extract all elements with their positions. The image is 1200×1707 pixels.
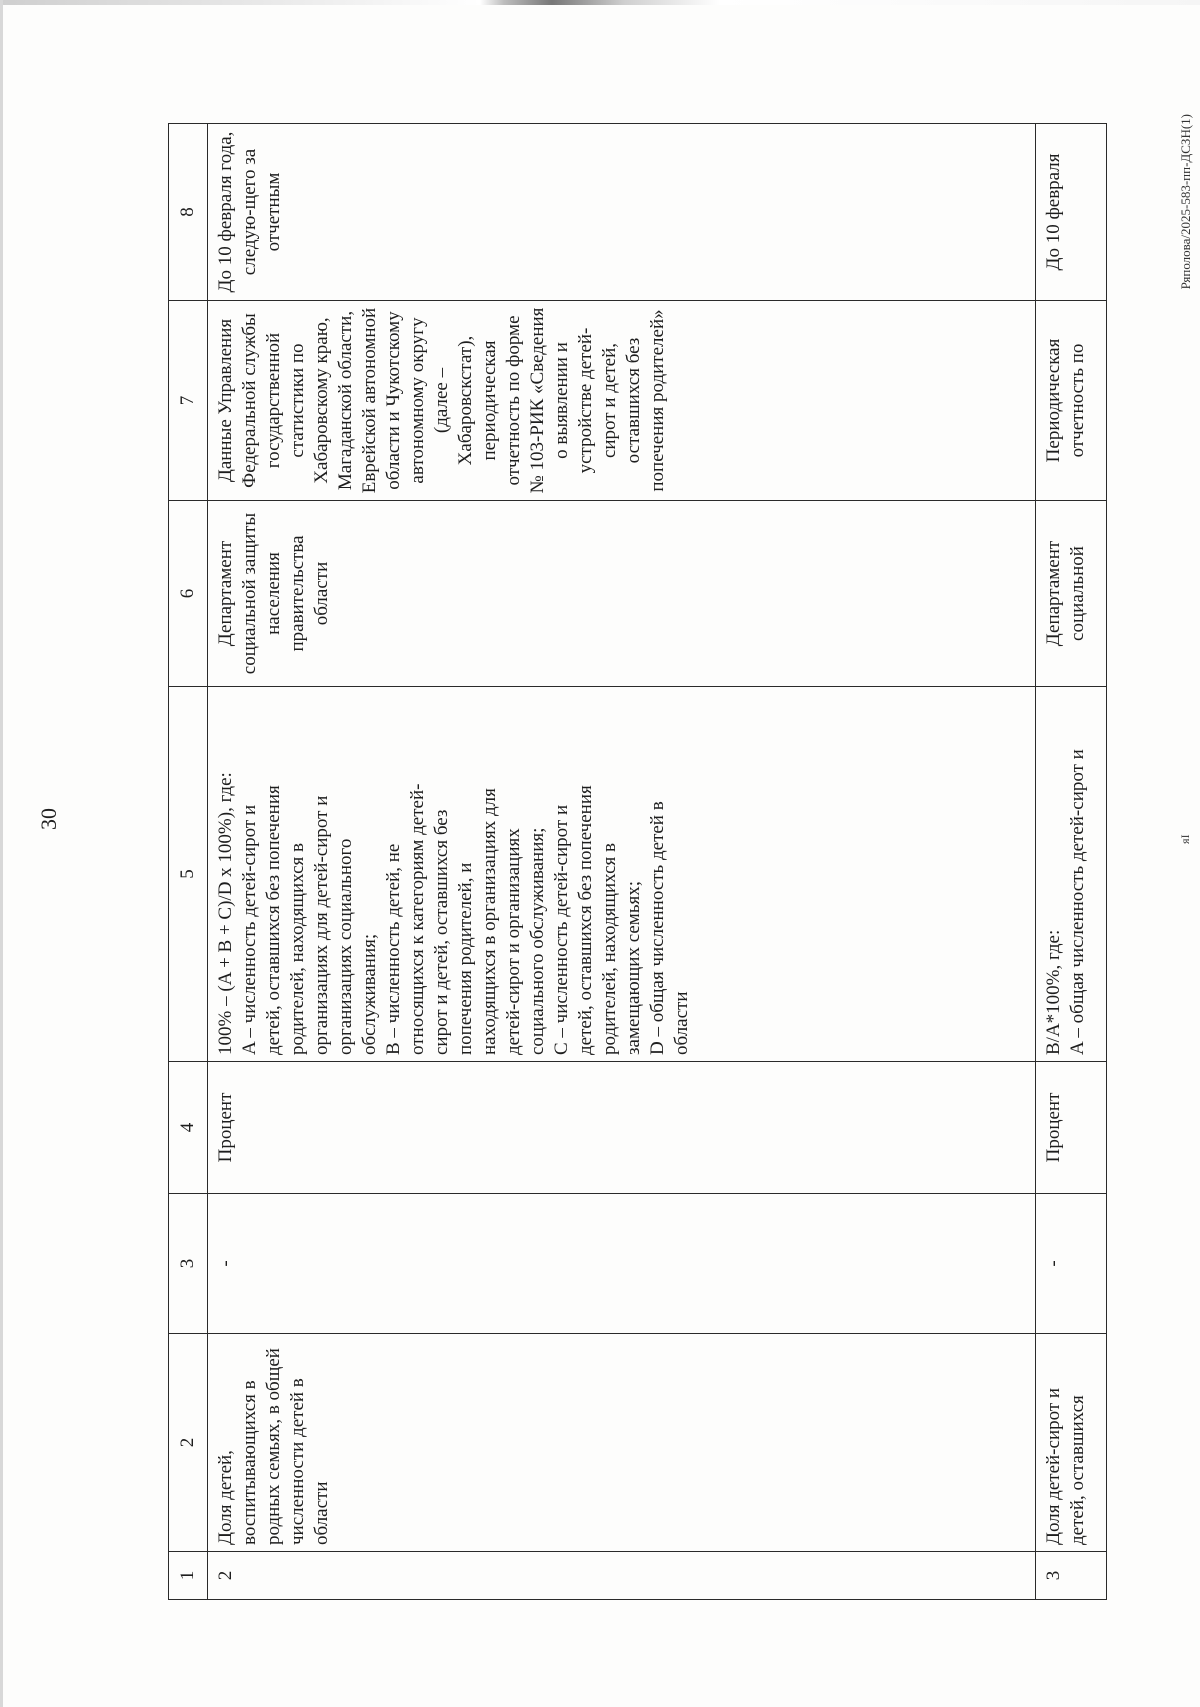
formula-line: обслуживания; xyxy=(359,933,380,1055)
row-number: 3 xyxy=(1036,1552,1107,1600)
formula-line: социального обслуживания; xyxy=(527,827,548,1055)
formula-line: 100% – (A + B + C)/D x 100%), где: xyxy=(215,772,236,1055)
table-row xyxy=(1036,124,1107,1600)
header-cell: 3 xyxy=(169,1194,208,1334)
formula-line: относящихся к категориям детей- xyxy=(407,783,428,1055)
formula-line: родителей, находящихся в xyxy=(287,843,308,1055)
unit: Процент xyxy=(1036,1062,1107,1194)
responsible-body: Департамент социальной защиты населения правительства области xyxy=(208,501,1036,687)
header-cell: 6 xyxy=(169,501,208,687)
header-cell: 8 xyxy=(169,124,208,301)
rotated-table-container xyxy=(168,124,1090,1600)
data-source: Периодическая отчетность по xyxy=(1036,301,1107,501)
scan-left-edge xyxy=(0,0,3,1707)
formula-line: организациях для детей-сирот и xyxy=(311,795,332,1055)
formula-line: детей, оставшихся без попечения xyxy=(575,785,596,1055)
formula-line: сирот и детей, оставшихся без xyxy=(431,809,452,1055)
data-source: Данные Управления Федеральной службы государственной статистики по Хабаровскому краю, Магаданской области, Еврейской автономной области и Чукотскому автономному округу (далее – Хабаровскстат), периодическая отчетность по форме № 103-РИК «Сведения о выявлении и устройстве детей-сирот и детей, оставшихся без попечения родителей» xyxy=(208,301,1036,501)
responsible-body: Департамент социальной xyxy=(1036,501,1107,687)
scan-top-edge xyxy=(0,0,1200,5)
base-value: - xyxy=(1036,1194,1107,1334)
formula-line: B – численность детей, не xyxy=(383,843,404,1055)
formula-line: попечения родителей, и xyxy=(455,862,476,1055)
unit: Процент xyxy=(208,1062,1036,1194)
formula-line: замещающих семьях; xyxy=(623,880,644,1055)
header-cell: 5 xyxy=(169,687,208,1062)
formula xyxy=(208,687,1036,1062)
formula-line: области xyxy=(671,991,692,1055)
table-row xyxy=(208,124,1036,1600)
header-cell: 4 xyxy=(169,1062,208,1194)
table-header-row xyxy=(169,124,208,1600)
page-number: 30 xyxy=(36,808,61,830)
header-cell: 2 xyxy=(169,1334,208,1552)
deadline: До 10 февраля года, следую-щего за отчетным xyxy=(208,124,1036,301)
formula-line: C – численность детей-сирот и xyxy=(551,804,572,1055)
header-cell: 1 xyxy=(169,1552,208,1600)
formula-line: родителей, находящихся в xyxy=(599,843,620,1055)
formula-line: детей-сирот и организациях xyxy=(503,828,524,1055)
formula-line: A – численность детей-сирот и xyxy=(239,804,260,1055)
margin-mark: яI xyxy=(1178,834,1192,844)
base-value: - xyxy=(208,1194,1036,1334)
formula-line: организациях социального xyxy=(335,838,356,1055)
indicators-table xyxy=(168,123,1107,1600)
row-number: 2 xyxy=(208,1552,1036,1600)
formula-line: находящихся в организациях для xyxy=(479,788,500,1055)
formula-line: D – общая численность детей в xyxy=(647,801,668,1055)
formula xyxy=(1036,687,1107,1062)
indicator-name: Доля детей, воспитывающихся в родных семьях, в общей численности детей в области xyxy=(208,1334,1036,1552)
formula-line: A – общая численность детей-сирот и xyxy=(1067,749,1088,1055)
document-side-code: Ряполова/2025-583-пп-ДСЗН(1) xyxy=(1178,114,1193,290)
header-cell: 7 xyxy=(169,301,208,501)
formula-line: B/A*100%, где: xyxy=(1043,929,1064,1055)
indicator-name: Доля детей-сирот и детей, оставшихся xyxy=(1036,1334,1107,1552)
deadline: До 10 февраля xyxy=(1036,124,1107,301)
formula-line: детей, оставшихся без попечения xyxy=(263,785,284,1055)
